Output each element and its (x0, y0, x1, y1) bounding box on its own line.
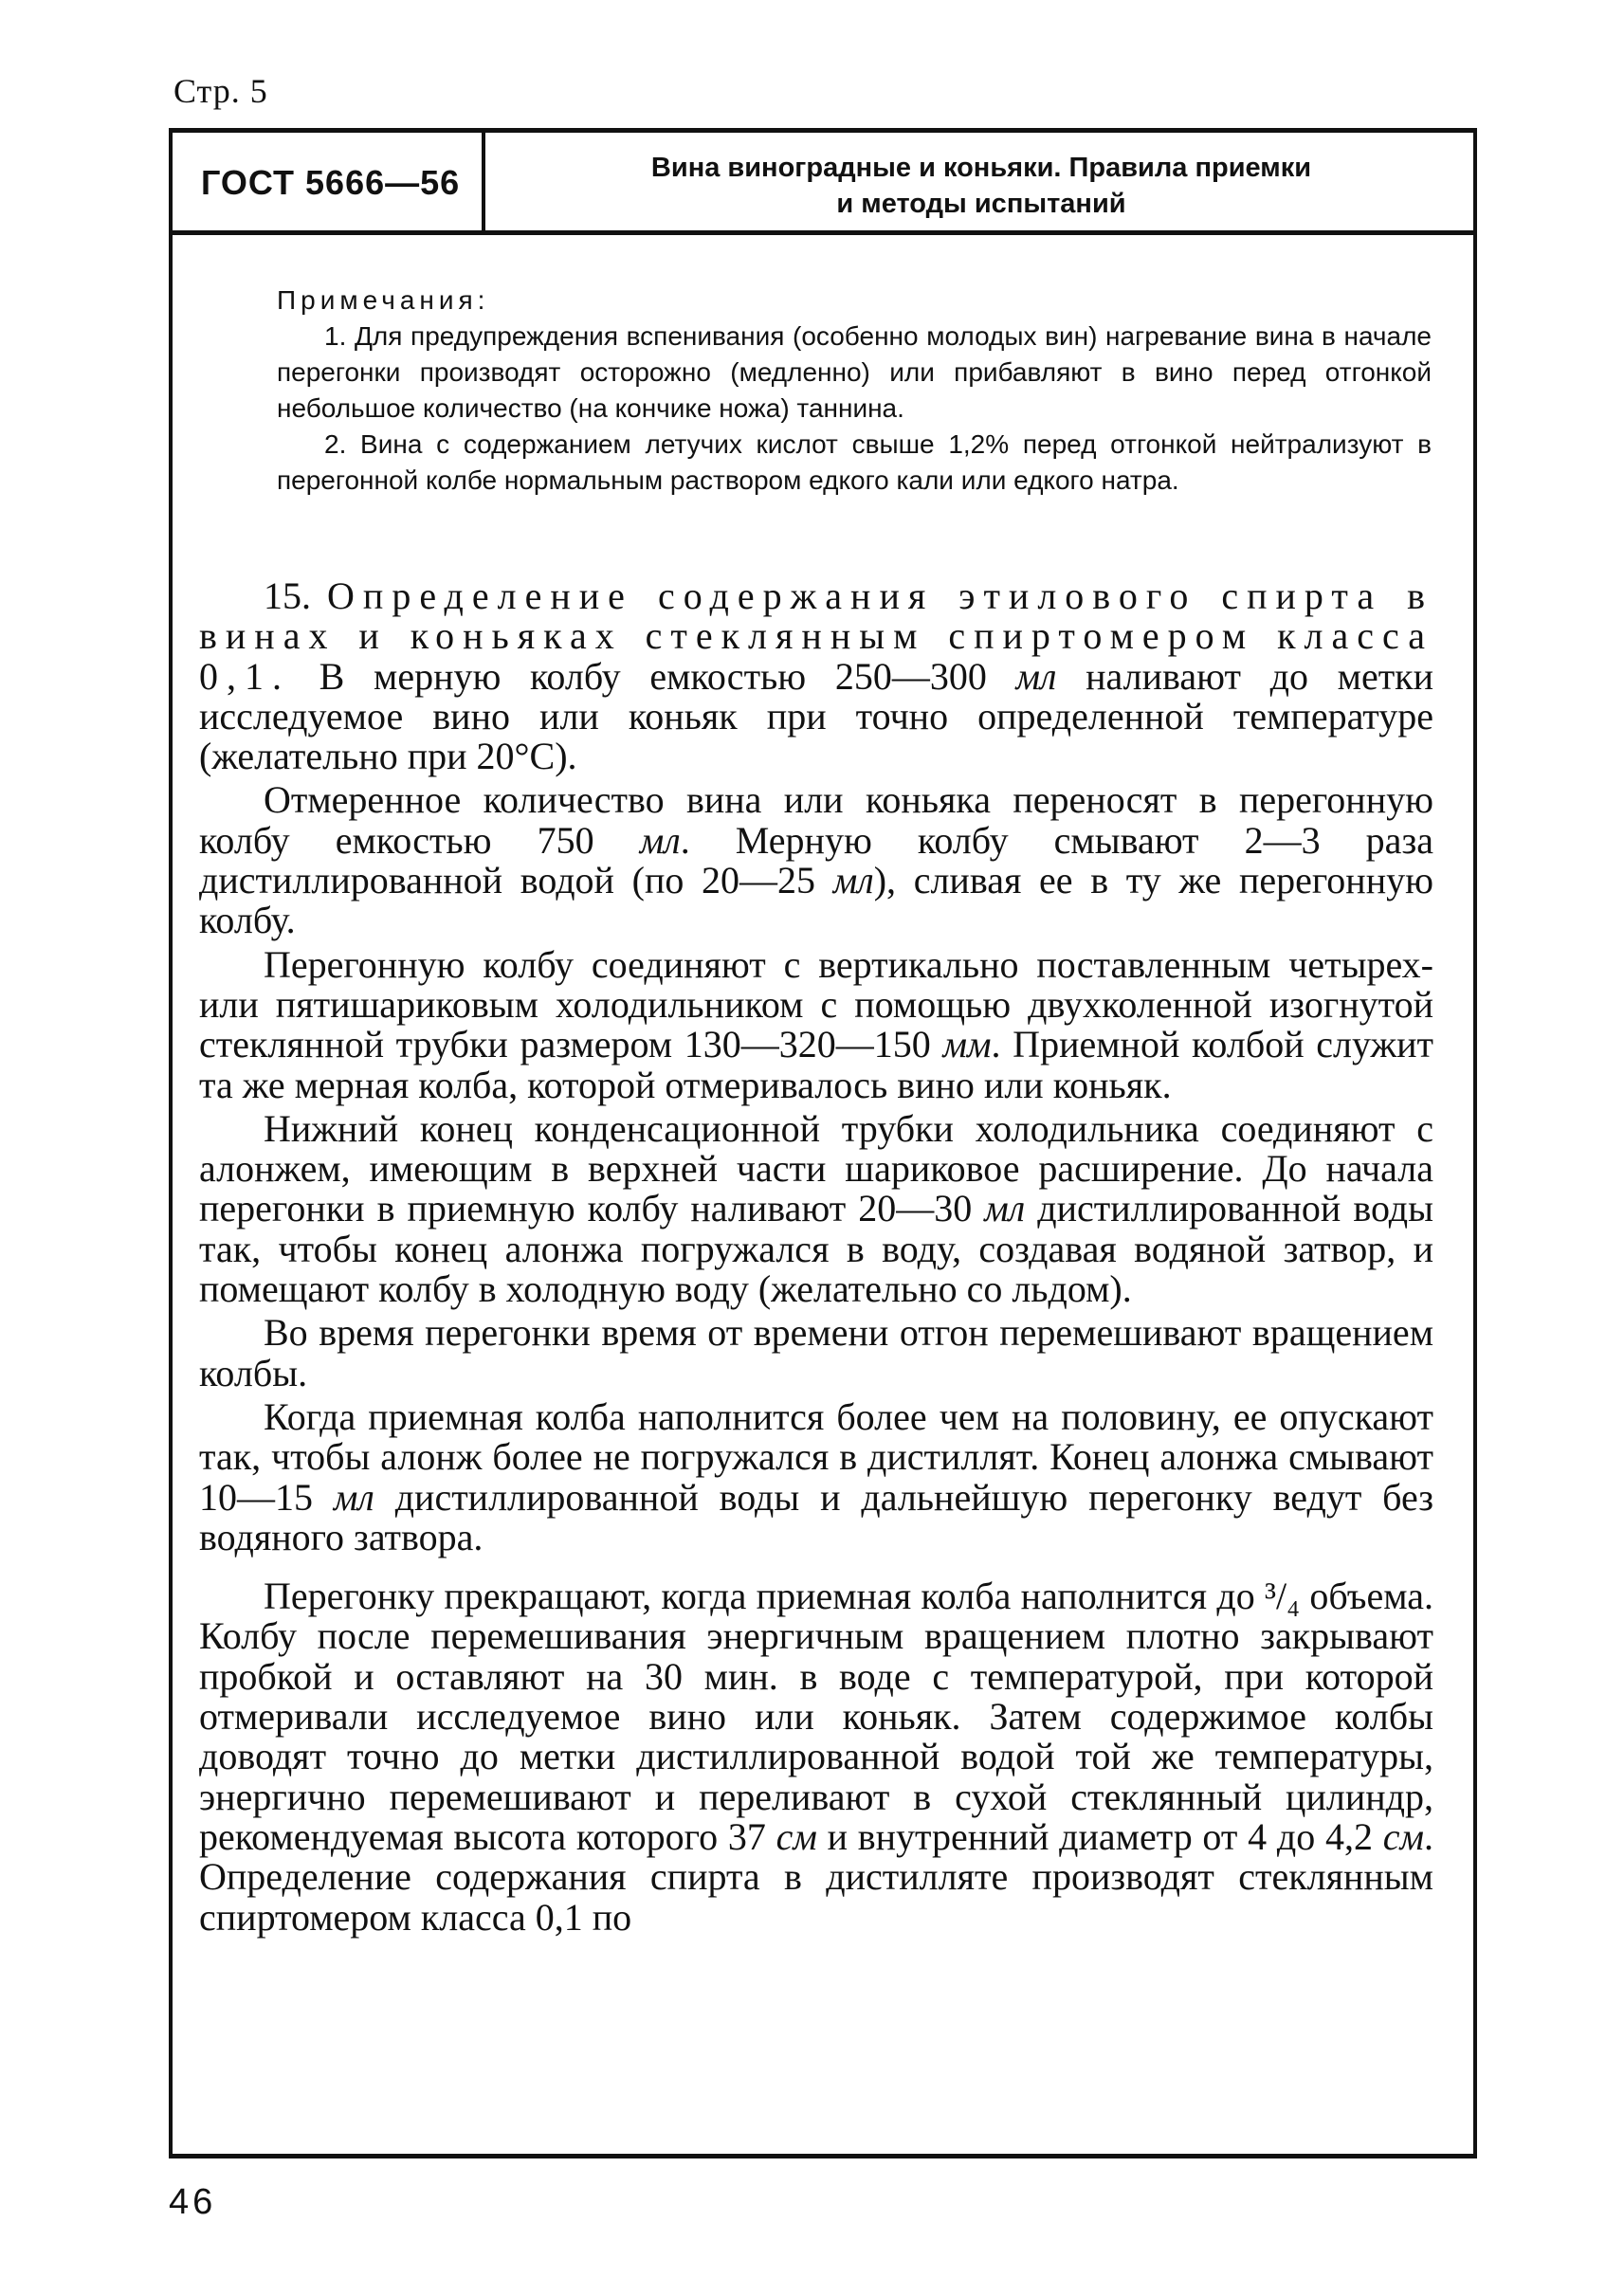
header-rule (169, 230, 1477, 235)
paragraph: Когда приемная колба наполнится более чем на половину, ее опускают так, чтобы алонж более не погружался в дистиллят. Конец алонжа смывают 10—15 мл дистиллированной воды и дальнейшую перегонку ведут без водяного затвора. (199, 1394, 1434, 1558)
fraction: ³/₄ (1265, 1575, 1301, 1618)
unit: мм (942, 1023, 992, 1066)
notes-title: Примечания: (277, 285, 490, 315)
notes-block (277, 282, 1432, 499)
paragraph: Перегонную колбу соединяют с вертикально поставленным четырех- или пятишариковым холодильником с помощью двухколенной изогнутой стеклянной трубки размером 130—320—150 мм. Приемной колбой служит та же мерная колба, которой отмеривалось вино или коньяк. (199, 942, 1434, 1106)
unit: мл (832, 859, 874, 902)
unit: см (1382, 1814, 1425, 1858)
paragraph: Отмеренное количество вина или коньяка переносят в перегонную колбу емкостью 750 мл. Мерную колбу смывают 2—3 раза дистиллированной водой (по 20—25 мл), сливая ее в ту же перегонную колбу. (199, 778, 1433, 942)
section-body (199, 576, 1433, 1941)
paragraph: Нижний конец конденсационной трубки холодильника соединяют с алонжем, имеющим в верхней части шариковое расширение. До начала перегонки в приемную колбу наливают 20—30 мл дистиллированной воды так, чтобы конец алонжа погружался в воду, создавая водяной затвор, и помещают колбу в холодную воду (желательно со льдом). (199, 1106, 1434, 1311)
note-item: 1. Для предупреждения вспенивания (особенно молодых вин) нагревание вина в начале перегонки производят осторожно (медленно) или прибавляют в вино перед отгонкой небольшое количество (на кончике ножа) таннина. (277, 321, 1432, 423)
standard-number: ГОСТ 5666—56 (201, 163, 461, 202)
section-number: 15. (264, 574, 311, 617)
section-paragraph: 15. Определение содержания этилового спирта в винах и коньяках стеклянным спиртомером класса 0,1. В мерную колбу емкостью 250—300 мл наливают до метки исследуемое вино или коньяк при точно определенной температуре (желательно при 20°С). (199, 574, 1434, 778)
unit: мл (333, 1475, 374, 1519)
paragraph: Во время перегонки время от времени отгон перемешивают вращением колбы. (199, 1311, 1433, 1394)
top-rule (169, 128, 1477, 133)
section-heading: Определение содержания этилового спирта в винах и коньяках стеклянным спиртомером класса 0,1. (199, 574, 1434, 698)
title-line-1: Вина виноградные и коньяки. Правила приемки (650, 153, 1312, 183)
unit: мл (984, 1187, 1026, 1230)
note-item: 2. Вина с содержанием летучих кислот свыше 1,2% перед отгонкой нейтрализуют в перегонной колбе нормальным раствором едкого кали или едкого натра. (277, 429, 1432, 495)
title-line-2: и методы испытаний (836, 189, 1126, 219)
unit: см (776, 1814, 817, 1858)
footer-page-number: 46 (169, 2182, 217, 2222)
document-title (485, 150, 1477, 222)
unit: мл (1015, 654, 1057, 698)
bottom-rule (169, 2154, 1477, 2158)
paragraph: Перегонку прекращают, когда приемная колба наполнится до ³/₄ объема. Колбу после перемешивания энергичным вращением плотно закрывают пробкой и оставляют на 30 мин. в воде с температурой, при которой отмеривали исследуемое вино или коньяк. Затем содержимое колбы доводят точно до метки дистиллированной водой той же температуры, энергично перемешивают и переливают в сухой стеклянный цилиндр, рекомендуемая высота которого 37 см и внутренний диаметр от 4 до 4,2 см. Определение содержания спирта в дистилляте производят стеклянным спиртомером класса 0,1 по (199, 1575, 1434, 1939)
unit: мл (639, 818, 681, 862)
page-label: Стр. 5 (173, 72, 268, 110)
